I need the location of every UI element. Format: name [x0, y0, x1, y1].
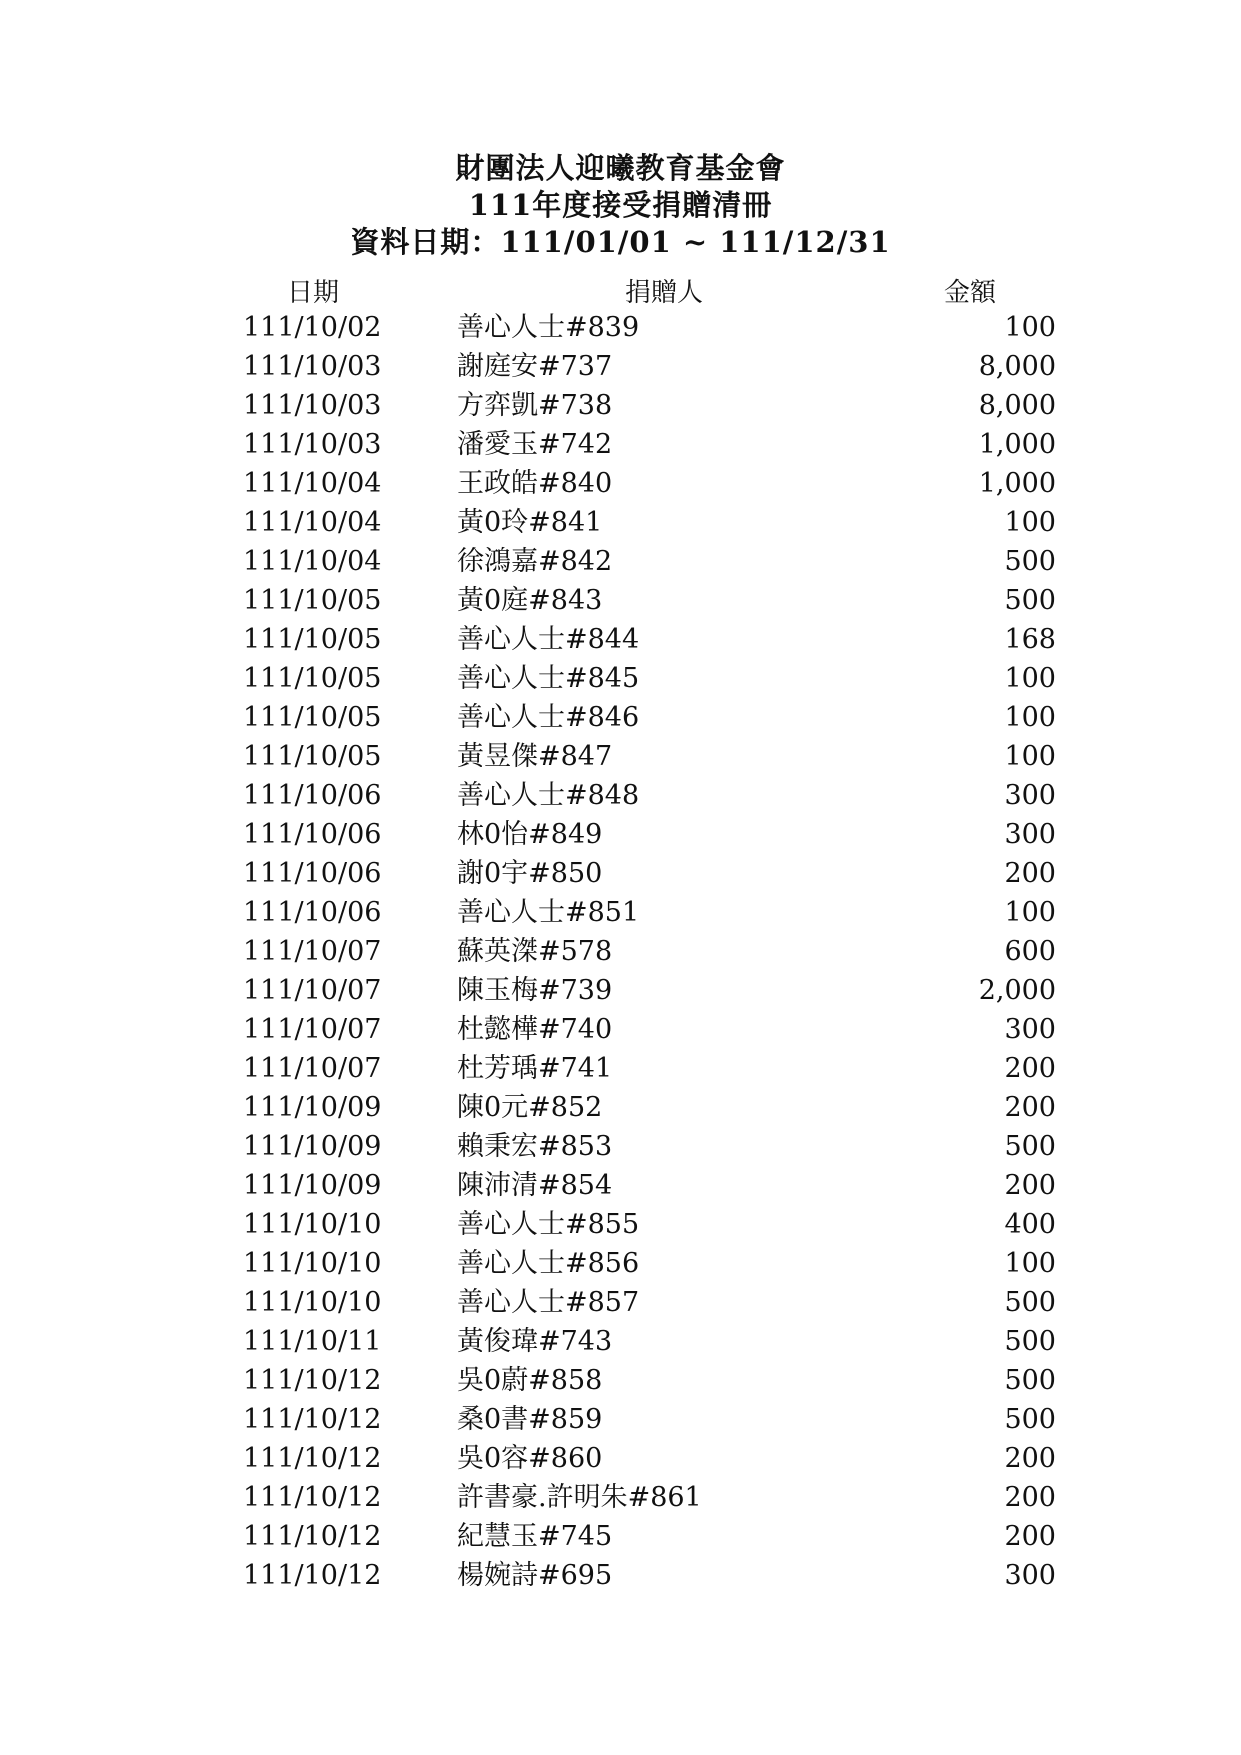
row-donor: 蘇英滐#578: [457, 936, 613, 967]
column-headers: [0, 272, 1241, 306]
row-donor: 黃俊瑋#743: [457, 1326, 613, 1357]
table-row: [0, 854, 1241, 893]
row-date: 111/10/12: [243, 1365, 382, 1396]
row-amount: 200: [1004, 1170, 1056, 1201]
table-row: [0, 776, 1241, 815]
row-amount: 300: [1004, 1014, 1056, 1045]
table-row: [0, 932, 1241, 971]
row-amount: 500: [1004, 1287, 1056, 1318]
table-row: [0, 1127, 1241, 1166]
table-row: [0, 347, 1241, 386]
table-row: [0, 1244, 1241, 1283]
row-donor: 陳玉梅#739: [457, 975, 613, 1006]
table-row: [0, 659, 1241, 698]
row-donor: 桑0書#859: [457, 1404, 603, 1435]
row-donor: 方弈凱#738: [457, 390, 613, 421]
row-amount: 1,000: [978, 468, 1056, 499]
row-amount: 200: [1004, 1482, 1056, 1513]
row-donor: 吳0容#860: [457, 1443, 603, 1474]
table-row: [0, 1088, 1241, 1127]
row-date: 111/10/12: [243, 1443, 382, 1474]
table-row: [0, 503, 1241, 542]
row-date: 111/10/04: [243, 546, 382, 577]
row-amount: 200: [1004, 1092, 1056, 1123]
row-date: 111/10/06: [243, 819, 382, 850]
row-date: 111/10/06: [243, 897, 382, 928]
row-date: 111/10/05: [243, 663, 382, 694]
row-date: 111/10/11: [243, 1326, 382, 1357]
row-date: 111/10/12: [243, 1521, 382, 1552]
row-amount: 500: [1004, 1131, 1056, 1162]
row-date: 111/10/03: [243, 429, 382, 460]
row-donor: 善心人士#855: [457, 1209, 640, 1240]
row-date: 111/10/10: [243, 1287, 382, 1318]
row-donor: 紀慧玉#745: [457, 1521, 613, 1552]
row-donor: 黃0玲#841: [457, 507, 603, 538]
row-donor: 善心人士#839: [457, 312, 640, 343]
row-amount: 300: [1004, 1560, 1056, 1591]
row-amount: 200: [1004, 858, 1056, 889]
table-row: [0, 1361, 1241, 1400]
row-donor: 陳沛清#854: [457, 1170, 613, 1201]
row-amount: 100: [1004, 663, 1056, 694]
row-donor: 謝0宇#850: [457, 858, 603, 889]
row-amount: 100: [1004, 897, 1056, 928]
row-donor: 楊婉詩#695: [457, 1560, 613, 1591]
row-donor: 黃0庭#843: [457, 585, 603, 616]
row-amount: 600: [1004, 936, 1056, 967]
row-date: 111/10/05: [243, 702, 382, 733]
row-date: 111/10/05: [243, 585, 382, 616]
table-row: [0, 1439, 1241, 1478]
table-row: [0, 1010, 1241, 1049]
row-donor: 善心人士#856: [457, 1248, 640, 1279]
row-amount: 300: [1004, 819, 1056, 850]
document-title: 111年度接受捐贈清冊: [468, 188, 773, 222]
row-donor: 杜芳瑀#741: [457, 1053, 613, 1084]
document-header: [0, 150, 1241, 261]
table-row: [0, 308, 1241, 347]
row-date: 111/10/03: [243, 351, 382, 382]
row-donor: 善心人士#845: [457, 663, 640, 694]
table-row: [0, 737, 1241, 776]
row-donor: 潘愛玉#742: [457, 429, 613, 460]
row-amount: 100: [1004, 312, 1056, 343]
row-date: 111/10/05: [243, 741, 382, 772]
row-amount: 200: [1004, 1053, 1056, 1084]
amount-column-header: 金額: [944, 278, 997, 308]
row-donor: 徐鴻嘉#842: [457, 546, 613, 577]
row-donor: 陳0元#852: [457, 1092, 603, 1123]
row-donor: 謝庭安#737: [457, 351, 613, 382]
table-row: [0, 425, 1241, 464]
row-date: 111/10/10: [243, 1209, 382, 1240]
row-donor: 許書豪.許明朱#861: [457, 1482, 702, 1513]
row-amount: 1,000: [978, 429, 1056, 460]
row-date: 111/10/12: [243, 1560, 382, 1591]
row-donor: 林0怡#849: [457, 819, 603, 850]
row-date: 111/10/02: [243, 312, 382, 343]
row-amount: 100: [1004, 507, 1056, 538]
table-row: [0, 815, 1241, 854]
row-date: 111/10/07: [243, 1014, 382, 1045]
row-date: 111/10/12: [243, 1482, 382, 1513]
row-donor: 善心人士#848: [457, 780, 640, 811]
table-row: [0, 386, 1241, 425]
row-donor: 黃昱傑#847: [457, 741, 613, 772]
donor-column-header: 捐贈人: [625, 278, 704, 308]
row-date: 111/10/05: [243, 624, 382, 655]
row-donor: 王政皓#840: [457, 468, 613, 499]
row-amount: 200: [1004, 1521, 1056, 1552]
row-date: 111/10/04: [243, 507, 382, 538]
row-amount: 2,000: [978, 975, 1056, 1006]
table-row: [0, 1478, 1241, 1517]
table-row: [0, 1205, 1241, 1244]
row-amount: 168: [1004, 624, 1056, 655]
row-date: 111/10/06: [243, 858, 382, 889]
data-period: 資料日期：111/01/01 ~ 111/12/31: [350, 225, 891, 259]
table-row: [0, 698, 1241, 737]
date-column-header: 日期: [287, 278, 340, 308]
table-row: [0, 1166, 1241, 1205]
row-amount: 500: [1004, 1404, 1056, 1435]
table-row: [0, 971, 1241, 1010]
table-row: [0, 581, 1241, 620]
row-donor: 杜懿樺#740: [457, 1014, 613, 1045]
row-amount: 8,000: [978, 390, 1056, 421]
table-row: [0, 620, 1241, 659]
row-amount: 300: [1004, 780, 1056, 811]
row-date: 111/10/09: [243, 1170, 382, 1201]
row-amount: 400: [1004, 1209, 1056, 1240]
row-amount: 100: [1004, 741, 1056, 772]
row-date: 111/10/07: [243, 975, 382, 1006]
table-row: [0, 1322, 1241, 1361]
row-date: 111/10/07: [243, 936, 382, 967]
row-amount: 500: [1004, 1326, 1056, 1357]
row-donor: 善心人士#846: [457, 702, 640, 733]
row-donor: 賴秉宏#853: [457, 1131, 613, 1162]
row-amount: 100: [1004, 1248, 1056, 1279]
table-row: [0, 893, 1241, 932]
row-date: 111/10/09: [243, 1092, 382, 1123]
row-date: 111/10/04: [243, 468, 382, 499]
row-donor: 吳0蔚#858: [457, 1365, 603, 1396]
row-donor: 善心人士#851: [457, 897, 640, 928]
row-amount: 8,000: [978, 351, 1056, 382]
donation-list: [0, 308, 1241, 1595]
table-row: [0, 1517, 1241, 1556]
table-row: [0, 464, 1241, 503]
table-row: [0, 1556, 1241, 1595]
row-date: 111/10/03: [243, 390, 382, 421]
row-date: 111/10/10: [243, 1248, 382, 1279]
row-donor: 善心人士#844: [457, 624, 640, 655]
row-date: 111/10/06: [243, 780, 382, 811]
row-amount: 500: [1004, 1365, 1056, 1396]
row-date: 111/10/07: [243, 1053, 382, 1084]
row-date: 111/10/09: [243, 1131, 382, 1162]
table-row: [0, 542, 1241, 581]
row-donor: 善心人士#857: [457, 1287, 640, 1318]
table-row: [0, 1049, 1241, 1088]
row-amount: 500: [1004, 546, 1056, 577]
row-amount: 500: [1004, 585, 1056, 616]
row-amount: 200: [1004, 1443, 1056, 1474]
table-row: [0, 1400, 1241, 1439]
row-date: 111/10/12: [243, 1404, 382, 1435]
row-amount: 100: [1004, 702, 1056, 733]
table-row: [0, 1283, 1241, 1322]
organization-name: 財團法人迎曦教育基金會: [455, 151, 786, 185]
